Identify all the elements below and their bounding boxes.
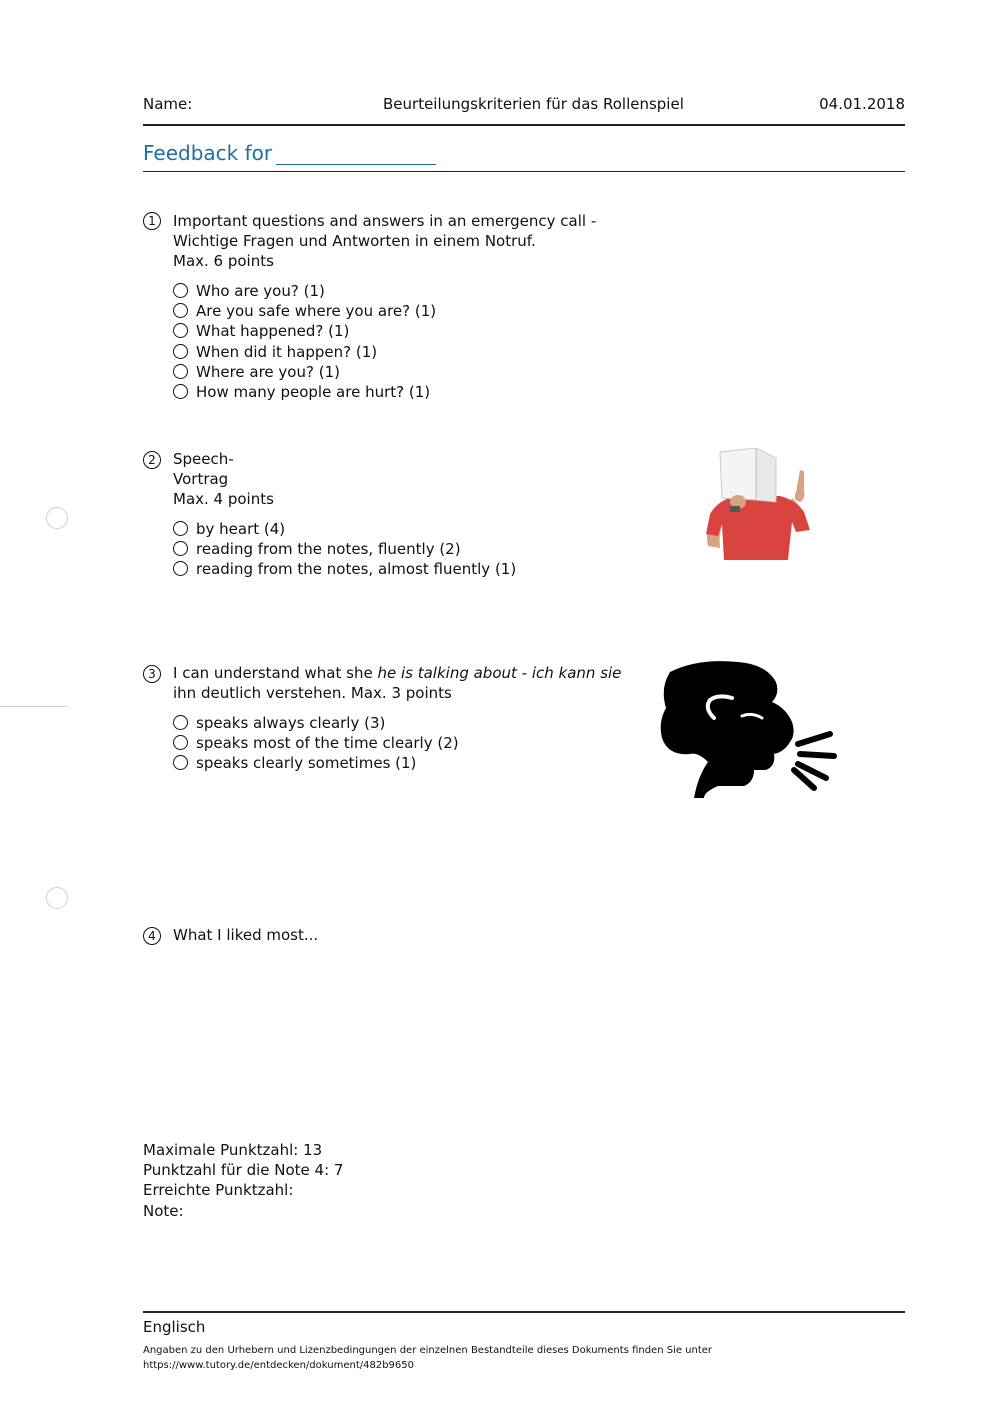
question-4-line: What I liked most... <box>173 926 319 944</box>
option-label: Who are you? (1) <box>196 282 325 300</box>
radio-circle[interactable] <box>173 283 188 298</box>
radio-circle[interactable] <box>173 561 188 576</box>
option-label: reading from the notes, fluently (2) <box>196 540 461 559</box>
question-3-line-2: ihn deutlich verstehen. Max. 3 points <box>173 684 452 703</box>
question-2-text <box>173 449 274 510</box>
radio-circle[interactable] <box>173 303 188 318</box>
option-label: What happened? (1) <box>196 322 350 341</box>
question-1-options <box>173 281 436 402</box>
radio-circle[interactable] <box>173 344 188 359</box>
question-3-text <box>173 663 621 703</box>
punch-hole-bottom <box>46 887 68 909</box>
option-item[interactable] <box>173 362 436 382</box>
question-2-line: Vortrag <box>173 470 229 489</box>
document-title: Beurteilungskriterien für das Rollenspiel <box>383 95 684 113</box>
option-item[interactable] <box>173 321 436 341</box>
question-1-line: Important questions and answers in an emergency call - <box>173 212 597 230</box>
document-date: 04.01.2018 <box>819 95 905 113</box>
question-3-options <box>173 713 459 774</box>
document-link[interactable]: https://www.tutory.de/entdecken/dokument/482b9650 <box>143 1360 414 1371</box>
speaking-head-icon <box>658 658 838 798</box>
option-label: by heart (4) <box>196 520 286 538</box>
option-label: Are you safe where you are? (1) <box>196 302 437 321</box>
feedback-name-blank[interactable] <box>276 144 436 165</box>
achieved-score: Erreichte Punktzahl: <box>143 1181 294 1200</box>
radio-circle[interactable] <box>173 323 188 338</box>
punch-hole-top <box>46 507 68 529</box>
title-rule <box>143 171 905 172</box>
radio-circle[interactable] <box>173 541 188 556</box>
option-item[interactable] <box>173 753 459 773</box>
attribution-text: Angaben zu den Urhebern und Lizenzbedingungen der einzelnen Bestandteile dieses Dokuments finden Sie unter <box>143 1345 713 1356</box>
footer-attribution <box>143 1343 763 1373</box>
grade-label: Note: <box>143 1201 184 1220</box>
scoring-block <box>143 1140 343 1221</box>
question-3-line-1-start: I can understand what she <box>173 664 378 682</box>
option-label: How many people are hurt? (1) <box>196 382 431 401</box>
radio-circle[interactable] <box>173 384 188 399</box>
radio-circle[interactable] <box>173 715 188 730</box>
grade-4-threshold: Punktzahl für die Note 4: 7 <box>143 1161 344 1180</box>
question-4-text <box>173 925 318 945</box>
radio-circle[interactable] <box>173 521 188 536</box>
question-number-2: 2 <box>143 451 161 469</box>
option-item[interactable] <box>173 342 436 362</box>
question-1-points: Max. 6 points <box>173 252 274 271</box>
option-item[interactable] <box>173 559 516 579</box>
question-2-points: Max. 4 points <box>173 490 274 509</box>
question-number-4: 4 <box>143 927 161 945</box>
option-label: Where are you? (1) <box>196 362 340 381</box>
option-label: speaks most of the time clearly (2) <box>196 734 459 753</box>
option-item[interactable] <box>173 733 459 753</box>
question-3-line-1-italic: he is talking about - ich kann sie <box>377 664 622 682</box>
question-2-line: Speech- <box>173 450 234 468</box>
radio-circle[interactable] <box>173 755 188 770</box>
footer-rule <box>143 1311 905 1313</box>
header-rule <box>143 124 905 126</box>
option-label: speaks always clearly (3) <box>196 714 386 732</box>
option-item[interactable] <box>173 713 459 733</box>
feedback-title: Feedback for <box>143 141 273 165</box>
option-item[interactable] <box>173 281 436 301</box>
option-item[interactable] <box>173 301 436 321</box>
question-3-line-1 <box>173 663 621 683</box>
radio-circle[interactable] <box>173 364 188 379</box>
question-1-line: Wichtige Fragen und Antworten in einem Notruf. <box>173 232 536 251</box>
name-label: Name: <box>143 95 193 113</box>
option-item[interactable] <box>173 519 516 539</box>
question-number-3: 3 <box>143 665 161 683</box>
radio-circle[interactable] <box>173 735 188 750</box>
question-2-options <box>173 519 516 580</box>
option-item[interactable] <box>173 539 516 559</box>
footer-subject: Englisch <box>143 1318 206 1336</box>
question-number-1: 1 <box>143 212 161 230</box>
person-reading-notes-illustration <box>700 448 815 560</box>
question-1-text <box>173 211 596 272</box>
option-item[interactable] <box>173 382 436 402</box>
option-label: reading from the notes, almost fluently (1) <box>196 560 517 579</box>
feedback-heading <box>143 141 436 165</box>
option-label: When did it happen? (1) <box>196 342 378 361</box>
option-label: speaks clearly sometimes (1) <box>196 754 417 773</box>
fold-mark <box>0 706 67 707</box>
max-score: Maximale Punktzahl: 13 <box>143 1141 323 1159</box>
